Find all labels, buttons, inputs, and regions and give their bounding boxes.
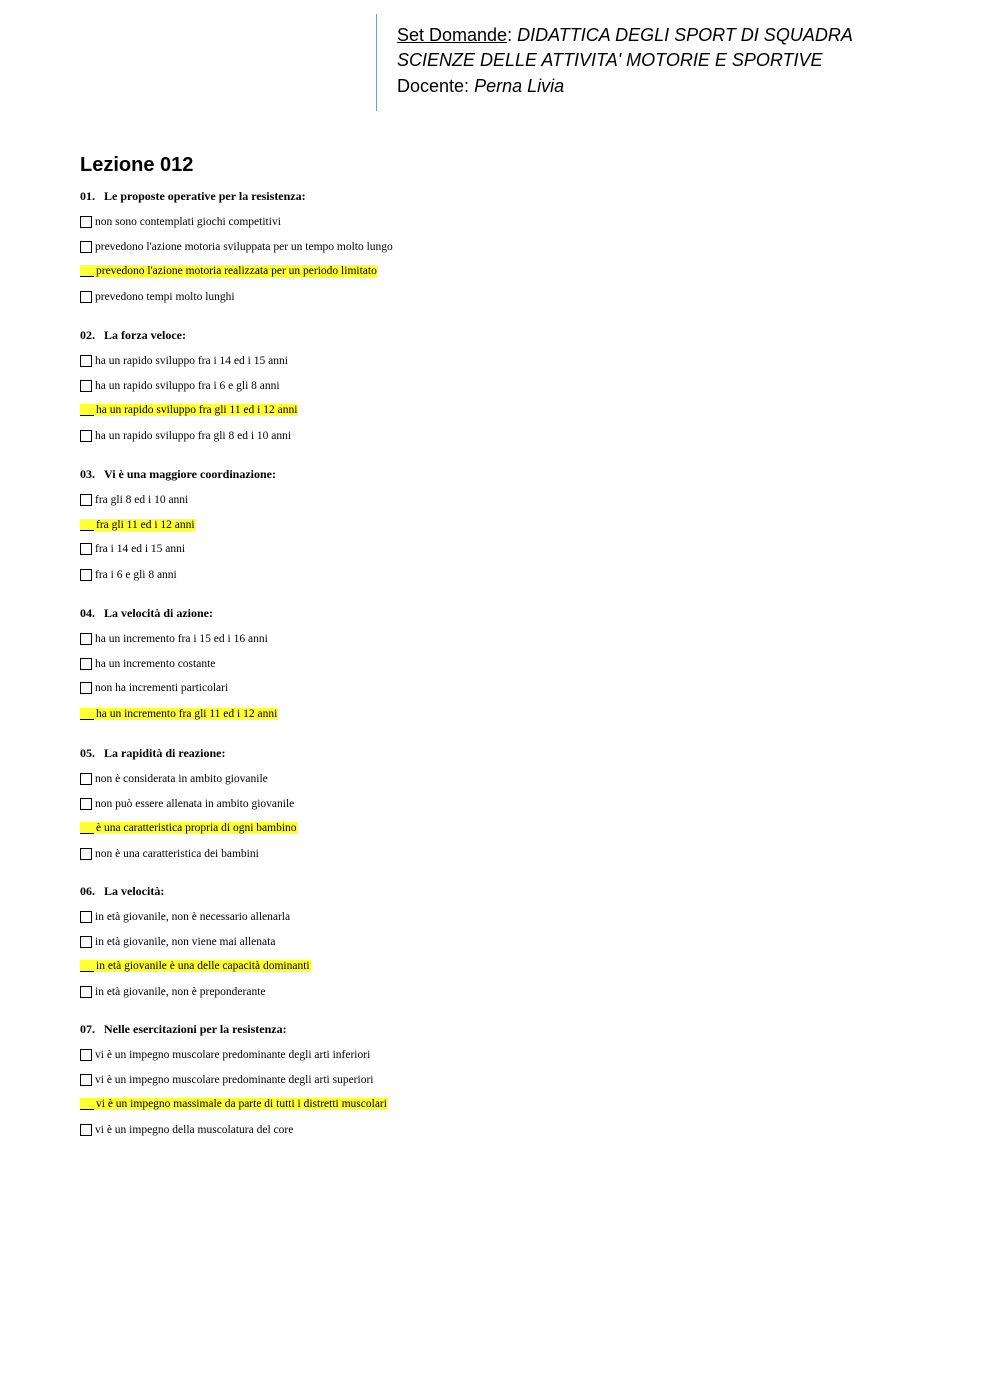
question-number: 01. (80, 189, 95, 203)
answer-option-label: non è una caratteristica dei bambini (95, 848, 259, 860)
answer-mark-icon (80, 404, 94, 416)
checkbox-icon[interactable] (80, 773, 92, 785)
answer-option-label: fra gli 11 ed i 12 anni (96, 519, 195, 531)
teacher-label: Docente: (397, 76, 470, 96)
question-number: 04. (80, 606, 95, 620)
checkbox-icon[interactable] (80, 633, 92, 645)
answer-option[interactable] (80, 771, 268, 787)
lesson-title: Lezione 012 (80, 154, 194, 176)
answer-option[interactable] (80, 796, 294, 812)
question (80, 1021, 387, 1136)
answer-option[interactable] (80, 378, 280, 394)
correct-answer-highlight (80, 519, 196, 531)
answer-option-label: ha un incremento costante (95, 658, 216, 670)
answer-mark-icon (80, 265, 94, 277)
checkbox-icon[interactable] (80, 798, 92, 810)
question (80, 327, 298, 442)
answer-option-correct[interactable] (80, 263, 378, 279)
answer-option-label: vi è un impegno muscolare predominante degli arti superiori (95, 1074, 374, 1086)
checkbox-icon[interactable] (80, 848, 92, 860)
checkbox-icon[interactable] (80, 543, 92, 555)
question-text: La rapidità di reazione: (104, 746, 226, 760)
checkbox-icon[interactable] (80, 1124, 92, 1136)
answer-option[interactable] (80, 1072, 373, 1088)
answer-option-label: ha un rapido sviluppo fra gli 8 ed i 10 anni (95, 430, 292, 442)
checkbox-icon[interactable] (80, 380, 92, 392)
question-number: 06. (80, 884, 95, 898)
question-number: 03. (80, 467, 95, 481)
question-text: La forza veloce: (104, 328, 186, 342)
answer-option[interactable] (80, 984, 266, 1000)
document-header (376, 14, 937, 111)
checkbox-icon[interactable] (80, 494, 92, 506)
question-text: Vi è una maggiore coordinazione: (104, 467, 276, 481)
checkbox-icon[interactable] (80, 936, 92, 948)
correct-answer-highlight (80, 960, 311, 972)
checkbox-icon[interactable] (80, 291, 92, 303)
question (80, 883, 310, 998)
header-course-line (397, 24, 853, 46)
answer-option-correct[interactable] (80, 706, 278, 722)
checkbox-icon[interactable] (80, 911, 92, 923)
question-heading (80, 605, 213, 621)
question-heading (80, 883, 164, 899)
question-number: 02. (80, 328, 95, 342)
checkbox-icon[interactable] (80, 569, 92, 581)
question (80, 605, 278, 720)
answer-option-label: in età giovanile, non è necessario allenarla (95, 911, 291, 923)
answer-option-correct[interactable] (80, 517, 196, 533)
answer-option-label: non è considerata in ambito giovanile (95, 773, 268, 785)
checkbox-icon[interactable] (80, 1049, 92, 1061)
answer-option-label: ha un incremento fra i 15 ed i 16 anni (95, 633, 268, 645)
answer-option-label: in età giovanile, non è preponderante (95, 986, 266, 998)
answer-option-correct[interactable] (80, 402, 298, 418)
answer-option-label: prevedono tempi molto lunghi (95, 291, 235, 303)
correct-answer-highlight (80, 404, 298, 416)
answer-option[interactable] (80, 214, 281, 230)
set-label: Set Domande (397, 25, 508, 45)
checkbox-icon[interactable] (80, 658, 92, 670)
answer-option-label: fra i 6 e gli 8 anni (95, 569, 177, 581)
set-separator: : (507, 25, 513, 45)
question-text: Le proposte operative per la resistenza: (104, 189, 306, 203)
header-teacher-line (397, 75, 564, 97)
answer-option-correct[interactable] (80, 958, 311, 974)
answer-mark-icon (80, 960, 94, 972)
answer-option[interactable] (80, 428, 291, 444)
answer-option-label: prevedono l'azione motoria realizzata per un periodo limitato (96, 265, 377, 277)
question-heading (80, 327, 186, 343)
answer-option-label: vi è un impegno della muscolatura del core (95, 1124, 294, 1136)
question-number: 05. (80, 746, 95, 760)
correct-answer-highlight (80, 822, 298, 834)
answer-option-label: ha un rapido sviluppo fra gli 11 ed i 12 anni (96, 404, 298, 416)
question-text: La velocità di azione: (104, 606, 213, 620)
question (80, 466, 276, 581)
question-heading (80, 745, 225, 761)
question (80, 188, 393, 303)
correct-answer-highlight (80, 265, 378, 277)
answer-mark-icon (80, 519, 94, 531)
checkbox-icon[interactable] (80, 216, 92, 228)
answer-option-label: non può essere allenata in ambito giovanile (95, 798, 295, 810)
answer-option[interactable] (80, 631, 268, 647)
answer-mark-icon (80, 1098, 94, 1110)
checkbox-icon[interactable] (80, 430, 92, 442)
answer-option-correct[interactable] (80, 820, 298, 836)
answer-option-label: è una caratteristica propria di ogni bambino (96, 822, 297, 834)
answer-option[interactable] (80, 656, 215, 672)
answer-option[interactable] (80, 289, 235, 305)
program-name: SCIENZE DELLE ATTIVITA' MOTORIE E SPORTIVE (397, 50, 823, 70)
question-number: 07. (80, 1022, 95, 1036)
answer-option[interactable] (80, 934, 275, 950)
question-heading (80, 188, 306, 204)
answer-option-label: ha un rapido sviluppo fra i 14 ed i 15 anni (95, 355, 288, 367)
question-heading (80, 1021, 287, 1037)
answer-option[interactable] (80, 1122, 293, 1138)
answer-option-correct[interactable] (80, 1096, 388, 1112)
question-text: Nelle esercitazioni per la resistenza: (104, 1022, 287, 1036)
answer-option[interactable] (80, 909, 290, 925)
answer-option-label: fra gli 8 ed i 10 anni (95, 494, 189, 506)
answer-mark-icon (80, 822, 94, 834)
question-heading (80, 466, 276, 482)
checkbox-icon[interactable] (80, 355, 92, 367)
checkbox-icon[interactable] (80, 241, 92, 253)
course-name: DIDATTICA DEGLI SPORT DI SQUADRA (517, 25, 853, 45)
answer-option-label: vi è un impegno massimale da parte di tutti i distretti muscolari (96, 1098, 387, 1110)
question (80, 745, 297, 860)
correct-answer-highlight (80, 708, 278, 720)
answer-option-label: prevedono l'azione motoria sviluppata per un tempo molto lungo (95, 241, 393, 253)
answer-option-label: in età giovanile è una delle capacità dominanti (96, 960, 310, 972)
correct-answer-highlight (80, 1098, 388, 1110)
answer-option[interactable] (80, 680, 228, 696)
answer-option[interactable] (80, 1047, 370, 1063)
answer-option[interactable] (80, 846, 259, 862)
answer-option[interactable] (80, 353, 288, 369)
answer-option[interactable] (80, 239, 393, 255)
answer-option[interactable] (80, 567, 177, 583)
teacher-name: Perna Livia (474, 76, 565, 96)
answer-option-label: fra i 14 ed i 15 anni (95, 543, 186, 555)
answer-option[interactable] (80, 541, 185, 557)
answer-option-label: vi è un impegno muscolare predominante degli arti inferiori (95, 1049, 371, 1061)
answer-option-label: ha un incremento fra gli 11 ed i 12 anni (96, 708, 278, 720)
answer-option[interactable] (80, 492, 188, 508)
checkbox-icon[interactable] (80, 682, 92, 694)
question-text: La velocità: (104, 884, 165, 898)
answer-option-label: non sono contemplati giochi competitivi (95, 216, 281, 228)
answer-option-label: non ha incrementi particolari (95, 682, 229, 694)
answer-option-label: ha un rapido sviluppo fra i 6 e gli 8 anni (95, 380, 280, 392)
answer-option-label: in età giovanile, non viene mai allenata (95, 936, 276, 948)
checkbox-icon[interactable] (80, 986, 92, 998)
answer-mark-icon (80, 708, 94, 720)
checkbox-icon[interactable] (80, 1074, 92, 1086)
